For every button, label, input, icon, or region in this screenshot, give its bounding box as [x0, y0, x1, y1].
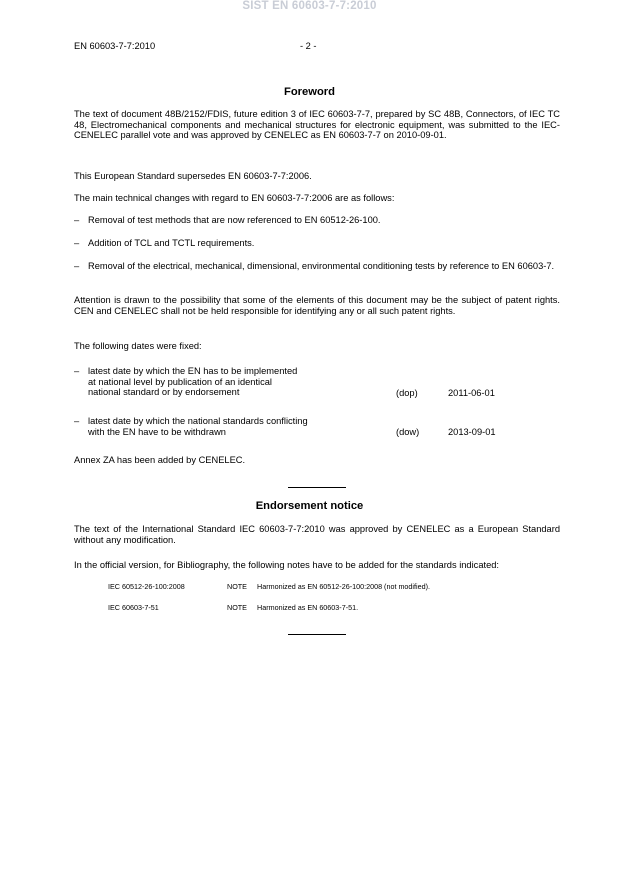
dash-bullet: – — [74, 416, 80, 426]
foreword-paragraph-5: The following dates were fixed: — [74, 341, 202, 351]
date-abbreviation: (dow) — [396, 427, 420, 437]
date-entry-line: latest date by which the national standards conflicting — [88, 416, 308, 426]
dash-bullet: – — [74, 215, 80, 225]
endorsement-paragraph-1: The text of the International Standard IEC 60603-7-7:2010 was approved by CENELEC as a European Standard without any modification. — [74, 524, 560, 545]
foreword-paragraph-3: The main technical changes with regard to EN 60603-7-7:2006 are as follows: — [74, 193, 395, 203]
foreword-paragraph-4: Attention is drawn to the possibility that some of the elements of this document may be the subject of patent rights. CEN and CENELEC shall not be held responsible for identifying any or all such patent rights. — [74, 295, 560, 316]
endorsement-title: Endorsement notice — [255, 500, 364, 512]
endorsement-paragraph-2: In the official version, for Bibliography, the following notes have to be added for the standards indicated: — [74, 560, 499, 570]
foreword-title: Foreword — [284, 86, 335, 98]
dash-bullet: – — [74, 238, 80, 248]
section-divider — [288, 634, 346, 635]
note-label: NOTE — [227, 582, 247, 591]
date-entry-line: latest date by which the EN has to be implemented — [88, 366, 298, 376]
note-text: Harmonized as EN 60603-7-51. — [257, 603, 359, 612]
date-entry-description — [88, 366, 368, 398]
change-item-text: Removal of the electrical, mechanical, dimensional, environmental conditioning tests by reference to EN 60603-7. — [88, 261, 555, 271]
date-entry-line: at national level by publication of an identical — [88, 376, 272, 387]
watermark: SIST EN 60603-7-7:2010 — [242, 0, 377, 12]
note-standard: IEC 60512-26-100:2008 — [108, 582, 185, 591]
page-number: - 2 - — [300, 41, 317, 51]
foreword-paragraph-6: Annex ZA has been added by CENELEC. — [74, 455, 246, 465]
dash-bullet: – — [74, 261, 80, 271]
header-doc-id: EN 60603-7-7:2010 — [74, 41, 156, 51]
foreword-paragraph-1: The text of document 48B/2152/FDIS, future edition 3 of IEC 60603-7-7, prepared by SC 48B, Connectors, of IEC TC 48, Electromechanical components and mechanical structures for electronic equipment, was submitted to the IEC-CENELEC parallel vote and was approved by CENELEC as EN 60603-7-7 on 2010-09-01. — [74, 109, 560, 141]
date-abbreviation: (dop) — [396, 388, 418, 398]
date-value: 2011-06-01 — [448, 388, 495, 398]
note-label: NOTE — [227, 603, 247, 612]
change-item-text: Addition of TCL and TCTL requirements. — [88, 238, 255, 248]
change-item-text: Removal of test methods that are now referenced to EN 60512-26-100. — [88, 215, 381, 225]
note-standard: IEC 60603-7-51 — [108, 603, 159, 612]
date-entry-description — [88, 416, 368, 437]
note-text: Harmonized as EN 60512-26-100:2008 (not modified). — [257, 582, 430, 591]
section-divider — [288, 487, 346, 488]
dash-bullet: – — [74, 366, 80, 376]
date-value: 2013-09-01 — [448, 427, 496, 437]
foreword-paragraph-2: This European Standard supersedes EN 60603-7-7:2006. — [74, 171, 312, 181]
date-entry-line: national standard or by endorsement — [88, 387, 240, 398]
date-entry-line: with the EN have to be withdrawn — [88, 426, 226, 437]
